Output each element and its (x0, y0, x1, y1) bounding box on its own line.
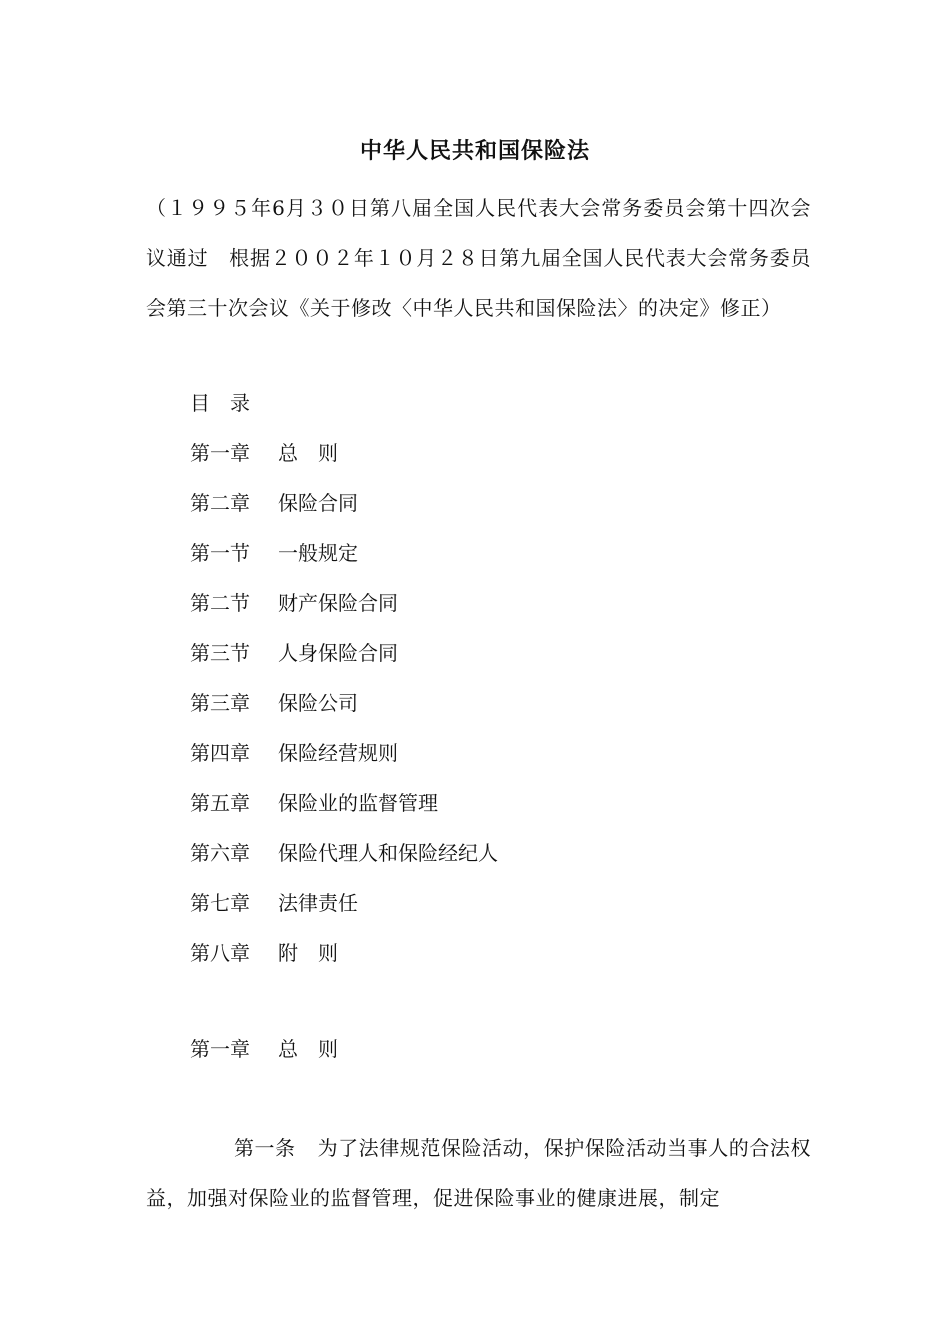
toc-item-title: 人身保险合同 (278, 641, 398, 665)
toc-item-title: 保险合同 (278, 491, 358, 515)
toc-item-title: 保险代理人和保险经纪人 (278, 841, 498, 865)
toc-item-number: 第八章 (190, 941, 250, 965)
toc-item (190, 928, 498, 978)
toc-item-number: 第四章 (190, 741, 250, 765)
toc-heading: 目 录 (190, 391, 250, 415)
toc-item (190, 578, 498, 628)
article-text: 为了法律规范保险活动，保护保险活动当事人的合法权益，加强对保险业的监督管理，促进保险事业的健康进展，制定 (146, 1136, 811, 1210)
toc-item-number: 第六章 (190, 841, 250, 865)
toc-item-title: 一般规定 (278, 541, 358, 565)
document-preamble: （１９９５年6月３０日第八届全国人民代表大会常务委员会第十四次会议通过 根据２００２年１０月２８日第九届全国人民代表大会常务委员会第三十次会议《关于修改〈中华人民共和国保险法〉的决定》修正） (146, 196, 811, 320)
toc-item-title: 法律责任 (278, 891, 358, 915)
toc-item-number: 第三节 (190, 641, 250, 665)
toc-item-number: 第一章 (190, 441, 250, 465)
toc-item-title: 附 则 (278, 941, 338, 965)
toc-item (190, 428, 498, 478)
chapter-number: 第一章 (190, 1037, 250, 1061)
toc-item (190, 528, 498, 578)
toc-item-title: 总 则 (278, 441, 338, 465)
toc-item (190, 878, 498, 928)
toc-item-number: 第三章 (190, 691, 250, 715)
toc-item-number: 第一节 (190, 541, 250, 565)
toc-item-title: 保险公司 (278, 691, 358, 715)
toc-item-title: 财产保险合同 (278, 591, 398, 615)
table-of-contents (190, 378, 498, 978)
toc-item (190, 628, 498, 678)
toc-item-title: 保险业的监督管理 (278, 791, 438, 815)
toc-item-number: 第七章 (190, 891, 250, 915)
toc-item-number: 第二章 (190, 491, 250, 515)
article-number: 第一条 (234, 1136, 296, 1160)
toc-item (190, 728, 498, 778)
toc-item-number: 第二节 (190, 591, 250, 615)
toc-item (190, 778, 498, 828)
article-paragraph (146, 1123, 811, 1223)
chapter-title: 总 则 (278, 1037, 338, 1061)
toc-item (190, 828, 498, 878)
toc-item-number: 第五章 (190, 791, 250, 815)
toc-item (190, 678, 498, 728)
chapter-heading (190, 1024, 338, 1074)
toc-item (190, 478, 498, 528)
document-title: 中华人民共和国保险法 (359, 139, 590, 164)
toc-item-title: 保险经营规则 (278, 741, 398, 765)
